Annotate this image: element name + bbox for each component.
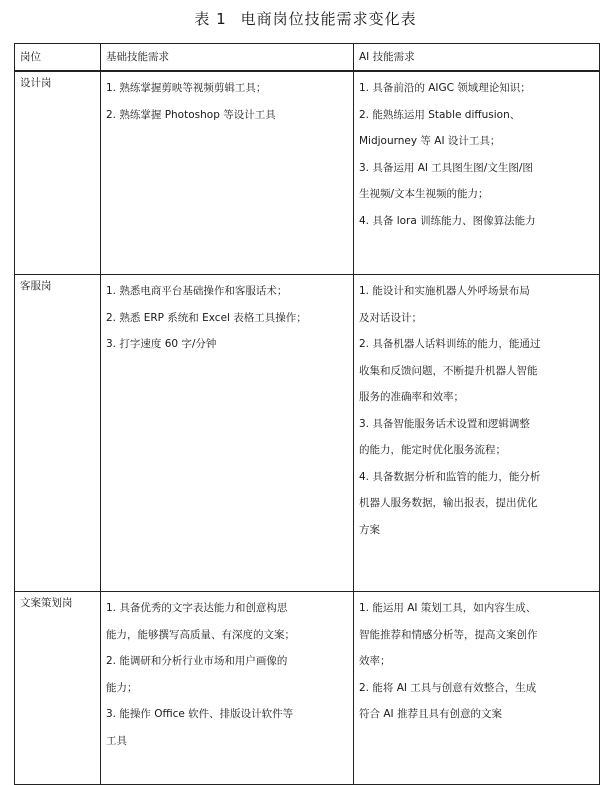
position-cell: 设计岗	[15, 71, 101, 275]
ai-skill-line: 2. 具备机器人话料训练的能力，能通过	[359, 338, 541, 350]
basic-skill-line: 1. 具备优秀的文字表达能力和创意构思	[106, 602, 288, 614]
ai-skill-line: 符合 AI 推荐且具有创意的文案	[359, 708, 502, 720]
ai-skill-line: 服务的准确率和效率；	[359, 391, 464, 403]
position-cell: 客服岗	[15, 275, 101, 592]
ai-skill-line: 4. 具备 lora 训练能力、图像算法能力	[359, 214, 536, 227]
ai-skill-line: 机器人服务数据，输出报表，提出优化	[359, 497, 538, 509]
basic-skill-line: 能力；	[106, 681, 138, 694]
basic-skill-line: 能力，能够撰写高质量、有深度的文案；	[106, 628, 295, 641]
basic-skills-cell	[101, 592, 354, 785]
ai-skills-cell	[354, 275, 600, 592]
basic-skills-cell	[101, 71, 354, 275]
table-title: 电商岗位技能需求变化表	[240, 10, 417, 28]
table-number: 表 1	[194, 10, 227, 28]
ai-skill-line: 1. 能设计和实施机器人外呼场景布局	[359, 285, 530, 297]
ai-skill-line: Midjourney 等 AI 设计工具；	[359, 135, 501, 147]
header-ai-skills: AI 技能需求	[354, 44, 600, 72]
ai-skill-line: 2. 能将 AI 工具与创意有效整合，生成	[359, 681, 537, 694]
basic-skill-line: 2. 熟练掌握 Photoshop 等设计工具	[106, 108, 276, 121]
basic-skill-line: 1. 熟悉电商平台基础操作和客服话术；	[106, 285, 288, 297]
basic-skill-line: 2. 能调研和分析行业市场和用户画像的	[106, 655, 288, 667]
table-row	[15, 592, 600, 785]
basic-skill-line: 3. 打字速度 60 字/分钟	[106, 338, 217, 350]
basic-skill-line: 3. 能操作 Office 软件、排版设计软件等	[106, 708, 294, 720]
table-row	[15, 275, 600, 592]
table-row	[15, 71, 600, 275]
header-basic-skills: 基础技能需求	[101, 44, 354, 72]
skills-table	[14, 43, 600, 785]
table-header	[15, 44, 600, 72]
ai-skill-line: 方案	[359, 523, 380, 536]
ai-skill-line: 生视频/文本生视频的能力；	[359, 188, 489, 200]
basic-skill-line: 1. 熟练掌握剪映等视频剪辑工具；	[106, 82, 267, 94]
ai-skill-line: 智能推荐和情感分析等，提高文案创作	[359, 628, 538, 641]
basic-skill-line: 工具	[106, 734, 127, 747]
ai-skill-line: 2. 能熟练运用 Stable diffusion、	[359, 108, 521, 121]
position-cell: 文案策划岗	[15, 592, 101, 785]
table-caption	[0, 8, 611, 29]
ai-skill-line: 4. 具备数据分析和监管的能力，能分析	[359, 470, 541, 483]
basic-skill-line: 2. 熟悉 ERP 系统和 Excel 表格工具操作；	[106, 311, 307, 324]
ai-skill-line: 3. 具备智能服务话术设置和逻辑调整	[359, 417, 530, 430]
ai-skill-line: 1. 具备前沿的 AIGC 领域理论知识；	[359, 82, 531, 94]
ai-skill-line: 收集和反馈问题，不断提升机器人智能	[359, 364, 538, 377]
ai-skill-line: 的能力，能定时优化服务流程；	[359, 444, 506, 456]
ai-skill-line: 1. 能运用 AI 策划工具，如内容生成、	[359, 602, 537, 614]
header-row	[15, 44, 600, 72]
ai-skills-cell	[354, 592, 600, 785]
table-body	[15, 71, 600, 785]
header-position: 岗位	[15, 44, 101, 72]
ai-skills-cell	[354, 71, 600, 275]
ai-skill-line: 效率；	[359, 655, 391, 667]
ai-skill-line: 3. 具备运用 AI 工具图生图/文生图/图	[359, 161, 533, 174]
ai-skill-line: 及对话设计；	[359, 311, 422, 324]
basic-skills-cell	[101, 275, 354, 592]
